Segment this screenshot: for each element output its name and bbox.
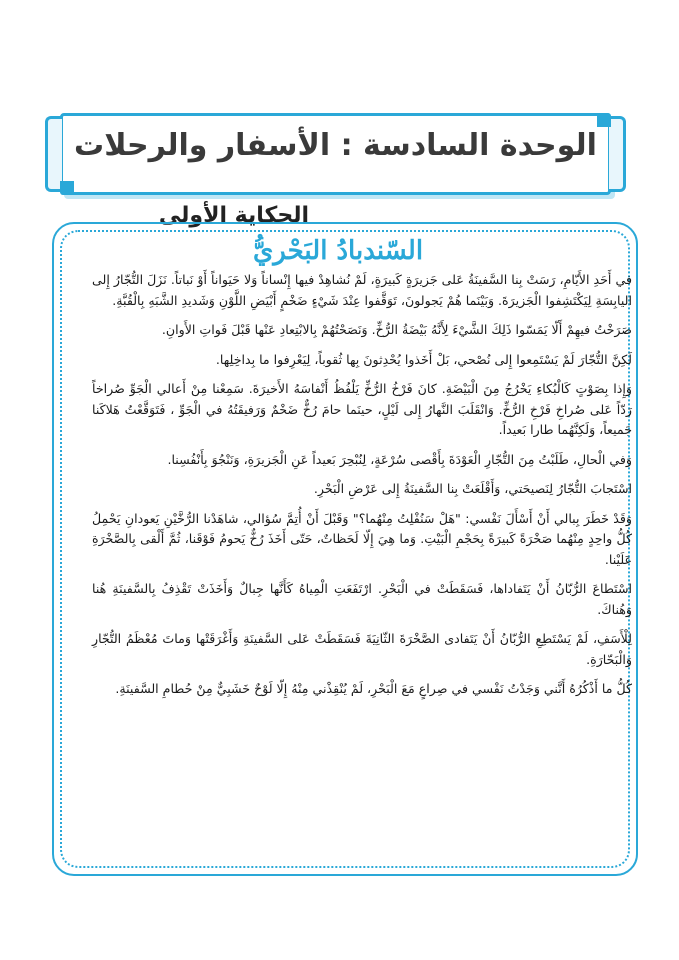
paragraph: وَإِذا بِصَوْتٍ كَالْبُكاءِ يَخْرُجُ مِنَ الْبَيْضَةِ. كانَ فَرْخُ الرُّخِّ يَلْفُظُ أَنْفاسَهُ الأَخيرَةَ. سَمِعْنا مِنْ أَعالي الْجَوِّ صُراخاً رَدّاً عَلى صُراخِ فَرْخِ الرُّخِّ. وَانْقَلَبَ النَّهارُ إِلى لَيْلٍ، حينَما حامَ رُخٌّ ضَخْمٌ وَرَفيقَتُهُ في الْجَوِّ ، فَتَوَقَّعْتُ هَلاكَنا جَميعاً، وَلَكِنَّهُما طارا بَعيداً. <box>92 381 632 437</box>
banner-right-tab <box>609 116 626 192</box>
story-heading: السّندبادُ البَحْريُّ <box>252 236 424 266</box>
paragraph: لَكِنَّ التُّجّارَ لَمْ يَسْتَمِعوا إِلى نُصْحي، بَلْ أَخَذوا يُحْدِثونَ بِها ثُقوباً، لِيَعْرِفوا ما بِداخِلِها. <box>215 351 632 367</box>
paragraph: اسْتَطاعَ الرُّبّانُ أَنْ يَتَفاداها، فَسَقَطَتْ في الْبَحْرِ. ارْتَفَعَتِ الْمِياهُ كَأَنَّها جِبالٌ وَأَخَذَتْ تَقْذِفُ بِالسَّفينَةِ هُنا وَهُناكَ. <box>92 581 632 617</box>
banner-corner-decoration <box>60 181 74 195</box>
paragraph: وَفي الْحالِ، طَلَبْتُ مِنَ التُّجّارِ الْعَوْدَةَ بِأَقْصى سُرْعَةٍ، لِنُبْحِرَ بَعيداً عَنِ الْجَزيرَةِ، وَنَنْجُوَ بِأَنْفُسِنا. <box>167 451 632 467</box>
paragraph: كُلُّ ما أَذْكُرُهُ أَنَّني وَجَدْتُ نَفْسي في صِراعٍ مَعَ الْبَحْرِ، لَمْ يُنْقِذْني مِنْهُ إِلّا لَوْحٌ خَشَبِيٌّ مِنْ حُطامِ السَّفينَةِ. <box>115 681 632 696</box>
paragraph: في أَحَدِ الأَيّامِ، رَسَتْ بِنا السَّفينَةُ عَلى جَزيرَةٍ كَبيرَةٍ، لَمْ نُشاهِدْ فيها إِنْساناً وَلا حَيَواناً أَوْ نَباتاً. نَزَلَ التُّجّارُ إِلى اليابِسَةِ لِيَكْتَشِفوا الْجَزيرَةَ. وَبَيْنَما هُمْ يَجولونَ، تَوَقَّفوا عِنْدَ شَيْءٍ ضَخْمٍ أَبْيَضِ اللَّوْنِ وَشَديدِ الشَّبَهِ بِالْقُبَّةِ. <box>92 272 632 308</box>
banner-corner-decoration <box>597 113 611 127</box>
paragraph: اسْتَجابَ التُّجّارُ لِنَصيحَتي، وَأَقْلَعَتْ بِنا السَّفينَةُ إِلى عَرْضِ الْبَحْرِ. <box>313 481 632 496</box>
paragraph: وَقَدْ خَطَرَ بِبالي أَنْ أَسْأَلَ نَفْسي: "هَلْ سَنُفْلِتُ مِنْهُما؟" وَقَبْلَ أَنْ أُتِمَّ سُؤالي، شاهَدْنا الرُّخَّيْنِ يَعودانِ يَحْمِلُ كُلُّ واحِدٍ مِنْهُما صَخْرَةً كَبيرَةً بِحَجْمِ الْبَيْتِ. وَما هِيَ إِلّا لَحَظاتٌ، حَتّى أَخَذَ رُخٌّ يَحومُ فَوْقَنا، ثُمَّ أَلْقى بِالصَّخْرَةِ عَلَيْنا. <box>92 510 632 567</box>
paragraph: لِلْأَسَفِ، لَمْ يَسْتَطِعِ الرُّبّانُ أَنْ يَتَفادى الصَّخْرَةَ الثّانِيَةَ فَسَقَطَتْ عَلى السَّفينَةِ وَأَغْرَقَتْها وَماتَ مُعْظَمُ التُّجّارِ وَالْبَحّارَةِ. <box>92 631 632 667</box>
paragraph: صَرَخْتُ فيهِمْ أَلّا يَمَسّوا ذَلِكَ الشَّيْءَ لِأَنَّهُ بَيْضَةُ الرُّخِّ. وَنَصَحْتُهُمْ بِالابْتِعادِ عَنْها قَبْلَ فَواتِ الأَوانِ. <box>161 322 632 337</box>
unit-title: الوحدة السادسة : الأسفار والرحلات <box>74 128 597 163</box>
unit-title-banner <box>60 113 611 195</box>
story-text <box>92 270 632 709</box>
story-label: الحكاية الأولى <box>158 203 309 228</box>
